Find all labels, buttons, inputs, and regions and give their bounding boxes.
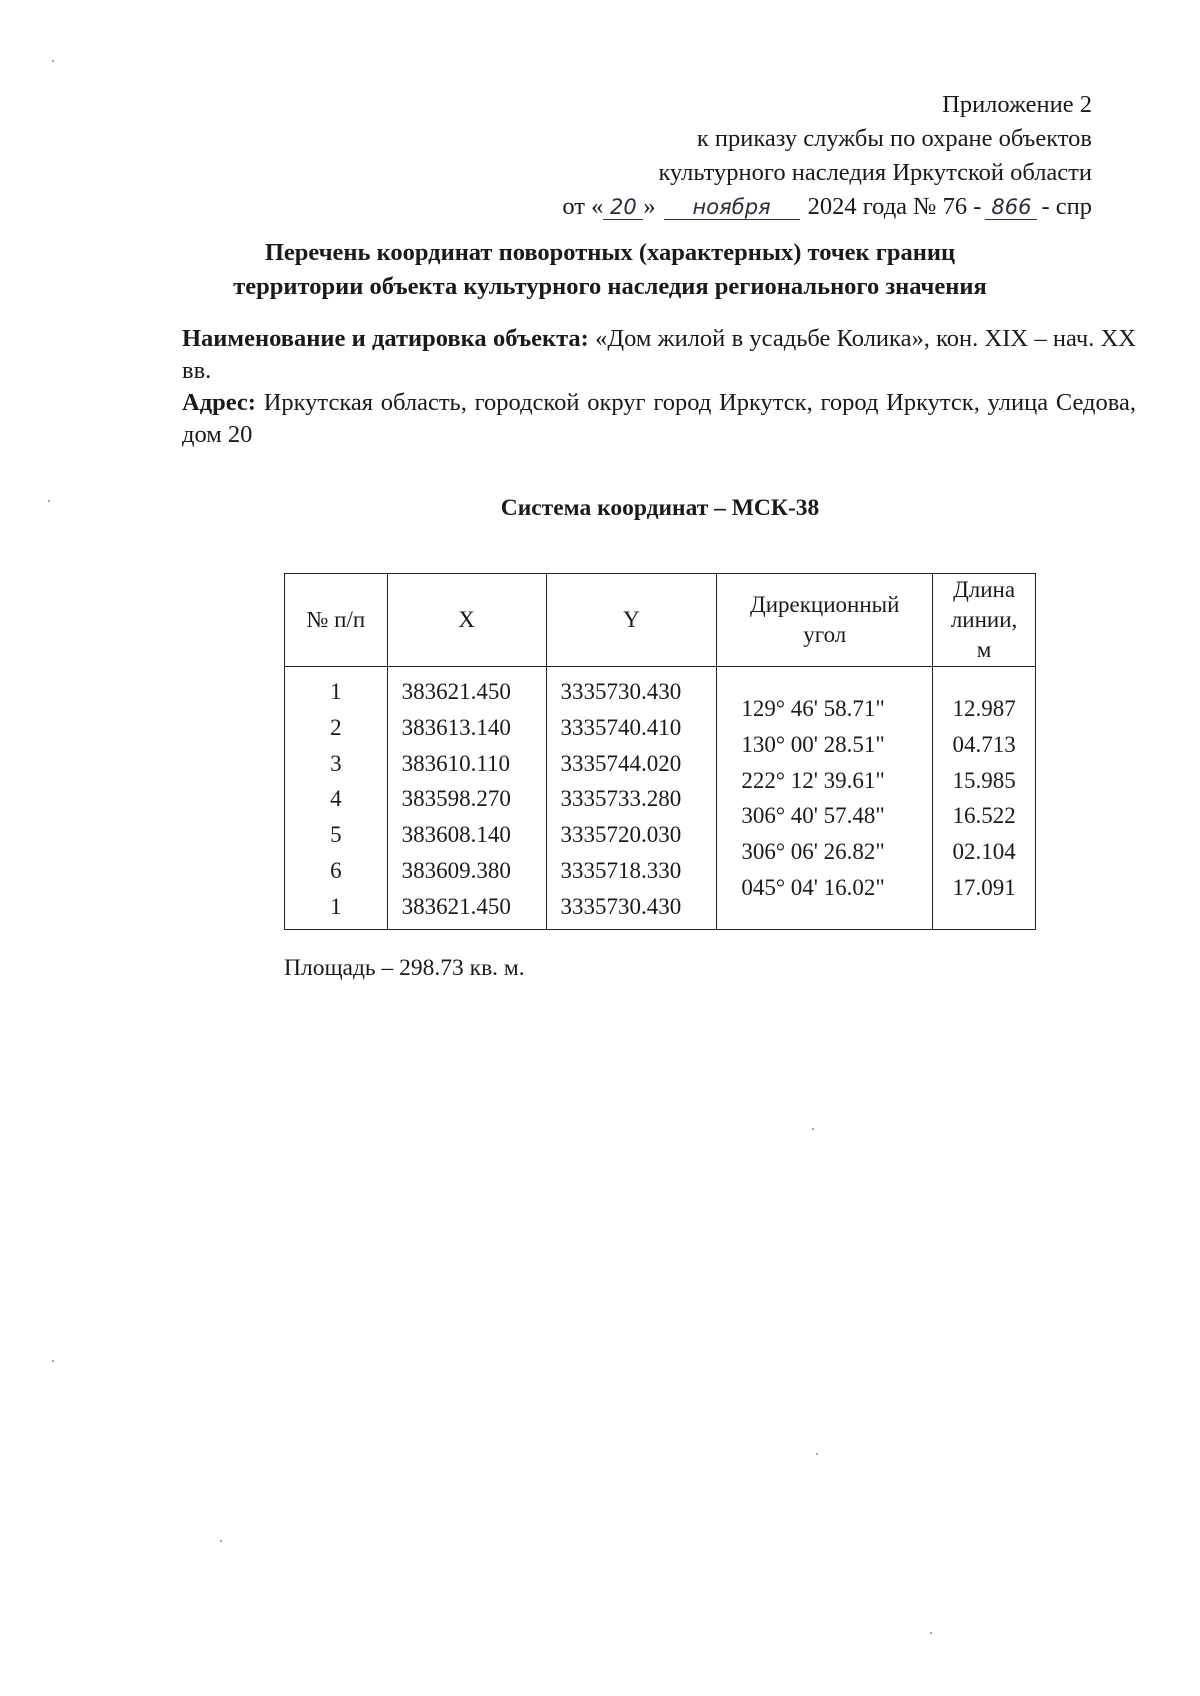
angle-column xyxy=(717,667,933,930)
scan-speck xyxy=(48,500,50,502)
object-address-paragraph xyxy=(182,387,1136,451)
point-y: 3335744.020 xyxy=(560,750,682,776)
appendix-line-3: культурного наследия Иркутской области xyxy=(658,159,1092,186)
object-name-paragraph xyxy=(182,323,1136,387)
segment-angle: 306° 06' 26.82" xyxy=(741,839,885,865)
length-column xyxy=(933,667,1036,930)
header-angle-line-2: угол xyxy=(803,622,847,647)
header-x: X xyxy=(387,574,546,667)
segment-angle: 129° 46' 58.71" xyxy=(741,696,885,721)
segment-length: 12.987 xyxy=(952,696,1016,721)
header-y: Y xyxy=(546,574,717,667)
header-length xyxy=(933,574,1036,667)
scan-speck xyxy=(816,1453,818,1455)
segment-length: 16.522 xyxy=(952,803,1016,829)
y-column xyxy=(546,667,717,930)
table-body-row xyxy=(285,667,1036,930)
x-column xyxy=(387,667,546,930)
point-x: 383608.140 xyxy=(401,822,511,848)
order-date-line xyxy=(562,190,1092,224)
header-angle xyxy=(717,574,933,667)
point-y: 3335730.430 xyxy=(560,679,682,704)
object-name-label: Наименование и датировка объекта: xyxy=(182,325,589,352)
scan-speck xyxy=(52,1360,54,1362)
object-name-value: «Дом жилой в усадьбе Колика», кон. XIX – нач. XX вв. xyxy=(182,325,1137,384)
segment-angle: 222° 12' 39.61" xyxy=(741,767,885,793)
date-mid: » xyxy=(643,193,656,220)
document-title-line-1: Перечень координат поворотных (характерных) точек границ xyxy=(264,239,956,266)
table-header-row xyxy=(285,574,1036,667)
point-x: 383598.270 xyxy=(401,786,511,812)
point-x: 383613.140 xyxy=(401,714,511,740)
point-num: 3 xyxy=(330,750,342,776)
coordinates-table xyxy=(284,573,1036,930)
point-y: 3335733.280 xyxy=(560,786,682,812)
segment-angle: 130° 00' 28.51" xyxy=(741,731,885,757)
segment-angle: 045° 04' 16.02" xyxy=(741,874,885,900)
point-num: 2 xyxy=(330,714,342,740)
handwritten-day: 20 xyxy=(603,195,643,220)
appendix-line-1: Приложение 2 xyxy=(942,91,1092,118)
scan-speck xyxy=(52,60,54,62)
point-x: 383609.380 xyxy=(401,857,511,883)
point-x: 383621.450 xyxy=(401,893,511,919)
document-title-line-2: территории объекта культурного наследия регионального значения xyxy=(233,273,987,300)
handwritten-order-number: 866 xyxy=(985,195,1037,220)
date-year-text: 2024 года № 76 - xyxy=(807,193,982,220)
object-info xyxy=(182,323,1136,451)
header-num: № п/п xyxy=(285,574,388,667)
scan-speck xyxy=(812,1128,814,1130)
point-num: 1 xyxy=(330,893,342,919)
segment-angle: 306° 40' 57.48" xyxy=(741,803,885,829)
appendix-line-2: к приказу службы по охране объектов xyxy=(696,125,1092,152)
handwritten-month: ноября xyxy=(664,195,800,220)
area-text: Площадь – 298.73 кв. м. xyxy=(284,955,525,981)
point-num: 4 xyxy=(330,786,342,812)
point-y: 3335718.330 xyxy=(560,857,682,883)
segment-length: 02.104 xyxy=(952,839,1016,865)
segment-length: 04.713 xyxy=(952,731,1016,757)
point-num: 5 xyxy=(330,822,342,848)
scan-speck xyxy=(220,1540,222,1542)
order-suffix: - спр xyxy=(1041,193,1092,220)
header-angle-line-1: Дирекционный xyxy=(750,592,900,617)
point-y: 3335730.430 xyxy=(560,893,682,919)
header-length-line-2: линии, xyxy=(950,607,1018,632)
document-title xyxy=(130,236,1090,304)
header-length-line-3: м xyxy=(976,637,992,662)
object-address-value: Иркутская область, городской округ город Иркутск, город Иркутск, улица Седова, дом 20 xyxy=(182,389,1136,448)
segment-length: 15.985 xyxy=(952,767,1016,793)
segment-length: 17.091 xyxy=(952,874,1016,900)
point-y: 3335720.030 xyxy=(560,822,682,848)
point-x: 383621.450 xyxy=(401,679,511,704)
header-length-line-1: Длина xyxy=(953,577,1016,602)
point-x: 383610.110 xyxy=(401,750,511,776)
num-column xyxy=(285,667,388,930)
point-y: 3335740.410 xyxy=(560,714,682,740)
scan-speck xyxy=(930,1632,932,1634)
object-address-label: Адрес: xyxy=(182,389,256,416)
point-num: 1 xyxy=(330,679,342,704)
appendix-header xyxy=(562,88,1092,224)
coordinate-system-title: Система координат – МСК-38 xyxy=(500,495,820,521)
date-prefix: от « xyxy=(562,193,604,220)
point-num: 6 xyxy=(330,857,342,883)
